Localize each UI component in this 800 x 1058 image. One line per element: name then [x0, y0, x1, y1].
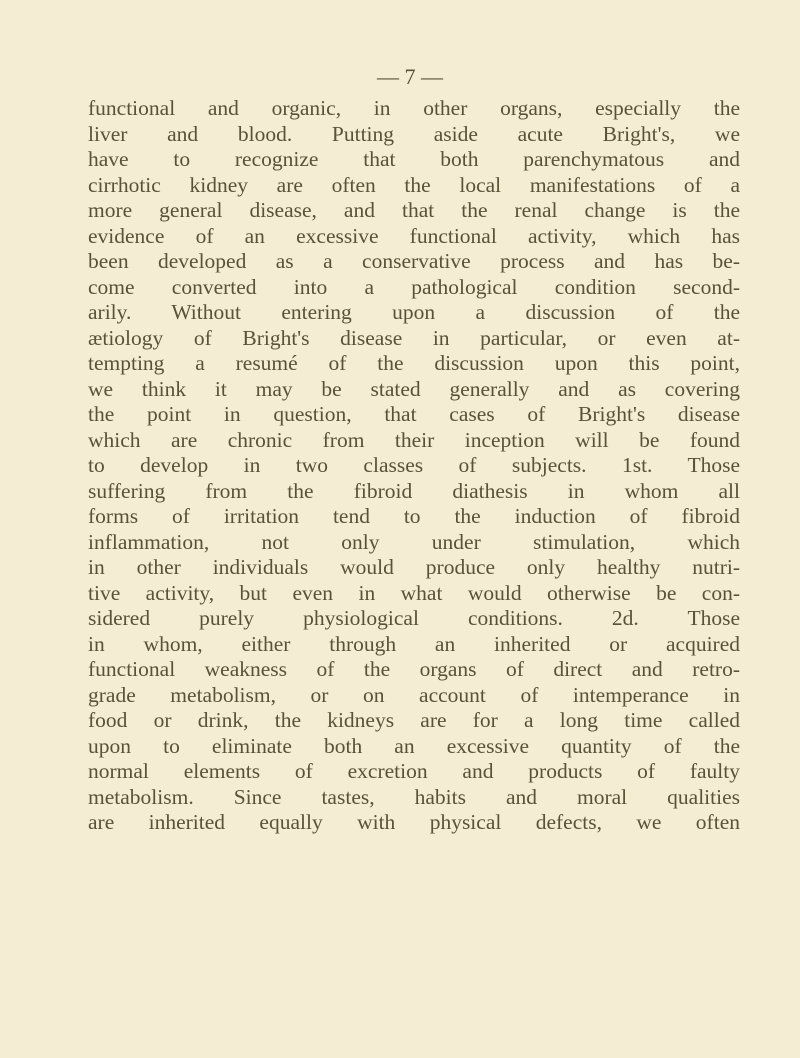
text-line: been developed as a conservative process and has be- [88, 249, 740, 273]
text-line: arily. Without entering upon a discussion of the [88, 300, 740, 324]
text-line: ætiology of Bright's disease in particular, or even at- [88, 325, 740, 350]
text-line: to develop in two classes of subjects. 1st. Those [88, 453, 740, 477]
text-line: food or drink, the kidneys are for a long time called [88, 708, 740, 732]
text-line: functional and organic, in other organs, especially the [88, 96, 740, 120]
text-line: evidence of an excessive functional activity, which has [88, 223, 740, 248]
text-line: liver and blood. Putting aside acute Bright's, we [88, 121, 740, 146]
text-line: have to recognize that both parenchymatous and [88, 147, 740, 171]
text-line: the point in question, that cases of Bright's disease [88, 402, 740, 426]
text-line: come converted into a pathological condition second- [88, 274, 740, 299]
text-line: are inherited equally with physical defects, we often [88, 810, 740, 834]
text-line: metabolism. Since tastes, habits and moral qualities [88, 784, 740, 809]
text-line: tive activity, but even in what would otherwise be con- [88, 580, 740, 605]
text-line: sidered purely physiological conditions. 2d. Those [88, 606, 740, 630]
text-line: forms of irritation tend to the induction of fibroid [88, 504, 740, 528]
text-line: suffering from the fibroid diathesis in whom all [88, 478, 740, 503]
text-line: upon to eliminate both an excessive quantity of the [88, 733, 740, 758]
text-line: normal elements of excretion and products of faulty [88, 759, 740, 783]
text-line: more general disease, and that the renal change is the [88, 198, 740, 222]
text-line: grade metabolism, or on account of intemperance in [88, 682, 740, 707]
page-number: — 7 — [377, 64, 443, 89]
text-line: in whom, either through an inherited or acquired [88, 631, 740, 656]
text-line: we think it may be stated generally and as covering [88, 376, 740, 401]
body-text [88, 96, 740, 836]
text-line: tempting a resumé of the discussion upon this point, [88, 351, 740, 375]
text-line: functional weakness of the organs of direct and retro- [88, 657, 740, 681]
text-line: cirrhotic kidney are often the local manifestations of a [88, 172, 740, 197]
text-line: inflammation, not only under stimulation, which [88, 529, 740, 554]
text-line: in other individuals would produce only healthy nutri- [88, 555, 740, 579]
text-line: which are chronic from their inception will be found [88, 427, 740, 452]
